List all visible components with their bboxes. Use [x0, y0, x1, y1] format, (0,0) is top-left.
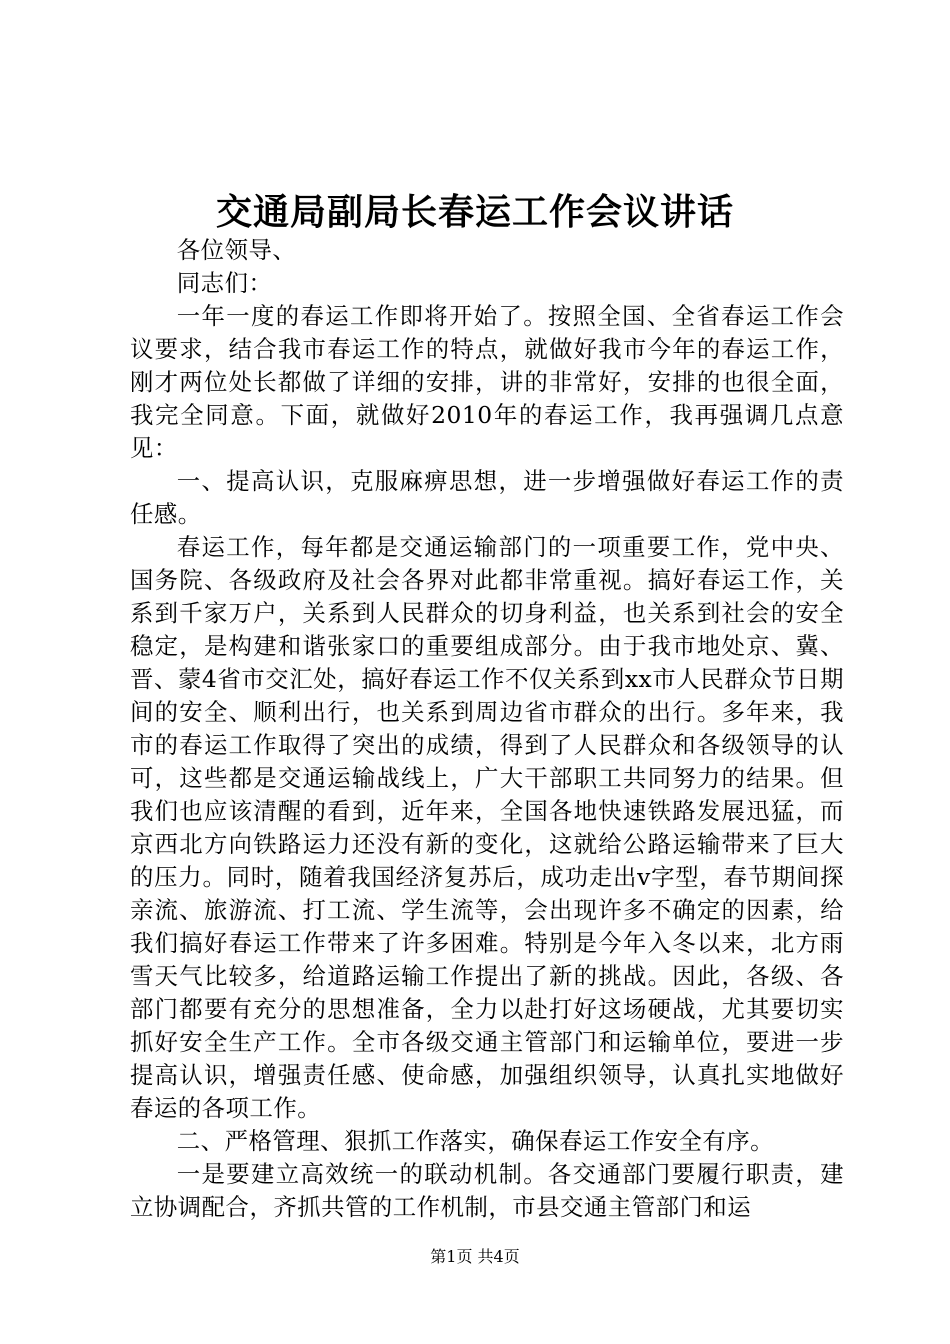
page-title: 交通局副局长春运工作会议讲话 — [215, 191, 734, 233]
document-body — [130, 234, 844, 1224]
salutation-leaders: 各位领导、 — [176, 236, 297, 264]
salutation-comrades: 同志们： — [176, 269, 273, 297]
section-heading-2: 二、严格管理、狠抓工作落实，确保春运工作安全有序。 — [176, 1127, 775, 1155]
paragraph-section-2-point-1: 一是要建立高效统一的联动机制。各交通部门要履行职责，建立协调配合，齐抓共管的工作机制，市县交通主管部门和运 — [130, 1160, 844, 1221]
paragraph-intro: 一年一度的春运工作即将开始了。按照全国、全省春运工作会议要求，结合我市春运工作的特点，就做好我市今年的春运工作，刚才两位处长都做了详细的安排，讲的非常好，安排的也很全面，我完全同意。下面，就做好2010年的春运工作，我再强调几点意见： — [130, 302, 844, 462]
paragraph-section-1: 春运工作，每年都是交通运输部门的一项重要工作，党中央、国务院、各级政府及社会各界对此都非常重视。搞好春运工作，关系到千家万户，关系到人民群众的切身利益，也关系到社会的安全稳定，是构建和谐张家口的重要组成部分。由于我市地处京、冀、晋、蒙4省市交汇处，搞好春运工作不仅关系到xx市人民群众节日期间的安全、顺利出行，也关系到周边省市群众的出行。多年来，我市的春运工作取得了突出的成绩，得到了人民群众和各级领导的认可，这些都是交通运输战线上，广大干部职工共同努力的结果。但我们也应该清醒的看到，近年来，全国各地快速铁路发展迅猛，而京西北方向铁路运力还没有新的变化，这就给公路运输带来了巨大的压力。同时，随着我国经济复苏后，成功走出v字型，春节期间探亲流、旅游流、打工流、学生流等，会出现许多不确定的因素，给我们搞好春运工作带来了许多困难。特别是今年入冬以来，北方雨雪天气比较多，给道路运输工作提出了新的挑战。因此，各级、各部门都要有充分的思想准备，全力以赴打好这场硬战，尤其要切实抓好安全生产工作。全市各级交通主管部门和运输单位，要进一步提高认识，增强责任感、使命感，加强组织领导，认真扎实地做好春运的各项工作。 — [130, 533, 844, 1122]
page-footer: 第1页 共4页 — [430, 1247, 520, 1266]
section-heading-1: 一、提高认识，克服麻痹思想，进一步增强做好春运工作的责任感。 — [130, 467, 844, 528]
